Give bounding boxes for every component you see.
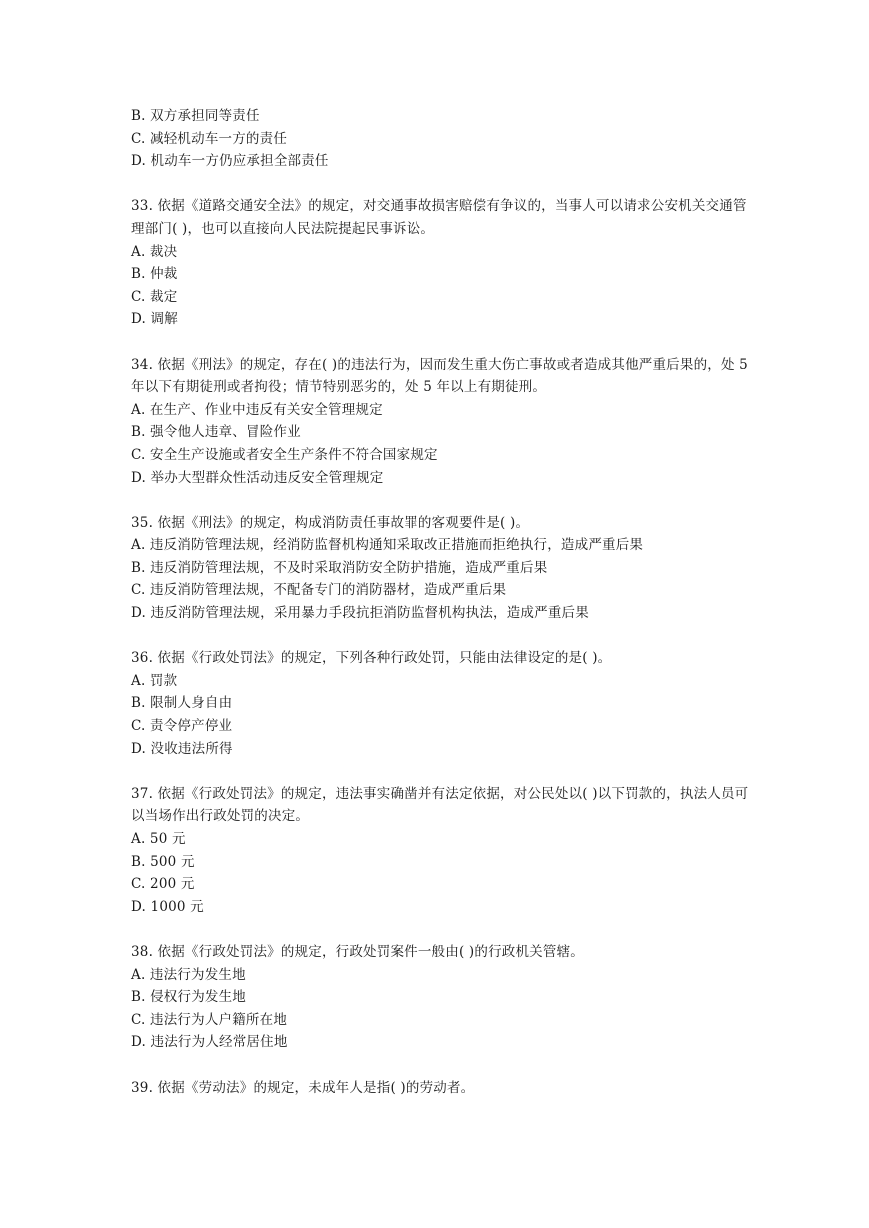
option-text: C. 安全生产设施或者安全生产条件不符合国家规定 xyxy=(131,446,438,463)
option-text: C. 违法行为人户籍所在地 xyxy=(131,1011,288,1028)
option-text: A. 违法行为发生地 xyxy=(131,966,246,983)
option-text: C. 违反消防管理法规，不配备专门的消防器材，造成严重后果 xyxy=(131,582,507,599)
option-text: B. 违反消防管理法规，不及时采取消防安全防护措施，造成严重后果 xyxy=(131,559,548,576)
option-text: D. 调解 xyxy=(131,311,178,328)
question-stem: 35. 依据《刑法》的规定，构成消防责任事故罪的客观要件是( )。 xyxy=(131,514,530,531)
question-35 xyxy=(131,512,771,625)
question-37 xyxy=(131,783,771,919)
option-text: B. 双方承担同等责任 xyxy=(131,108,260,124)
question-38 xyxy=(131,941,771,1054)
question-stem: 36. 依据《行政处罚法》的规定，下列各种行政处罚，只能由法律设定的是( )。 xyxy=(131,650,612,667)
option-text: D. 违法行为人经常居住地 xyxy=(131,1034,288,1051)
question-stem: 38. 依据《行政处罚法》的规定，行政处罚案件一般由( )的行政机关管辖。 xyxy=(131,943,584,960)
option-text: C. 裁定 xyxy=(131,288,178,305)
option-text: A. 50 元 xyxy=(131,831,186,847)
option-text: D. 违反消防管理法规，采用暴力手段抗拒消防监督机构执法，造成严重后果 xyxy=(131,605,589,622)
option-text: B. 500 元 xyxy=(131,853,195,870)
option-text: D. 1000 元 xyxy=(131,898,204,915)
option-text: C. 减轻机动车一方的责任 xyxy=(131,130,288,147)
option-text: D. 机动车一方仍应承担全部责任 xyxy=(131,153,329,170)
question-stem: 37. 依据《行政处罚法》的规定，违法事实确凿并有法定依据，对公民处以( )以下罚款的，执法人员可以当场作出行政处罚的决定。 xyxy=(131,785,749,825)
option-text: B. 仲裁 xyxy=(131,266,178,283)
option-text: B. 限制人身自由 xyxy=(131,695,233,712)
option-text: C. 责令停产停业 xyxy=(131,718,233,735)
option-text: B. 强令他人违章、冒险作业 xyxy=(131,424,301,441)
option-text: C. 200 元 xyxy=(131,876,195,893)
question-stem: 33. 依据《道路交通安全法》的规定，对交通事故损害赔偿有争议的，当事人可以请求公安机关交通管理部门( )，也可以直接向人民法院提起民事诉讼。 xyxy=(131,198,747,237)
question-36 xyxy=(131,647,771,760)
option-text: D. 举办大型群众性活动违反安全管理规定 xyxy=(131,469,384,486)
question-33 xyxy=(131,195,771,331)
option-text: A. 在生产、作业中违反有关安全管理规定 xyxy=(131,401,383,418)
question-34 xyxy=(131,354,771,490)
option-text: D. 没收违法所得 xyxy=(131,740,233,757)
question-list xyxy=(131,105,771,1099)
option-text: A. 裁决 xyxy=(131,243,178,260)
question-stem: 34. 依据《刑法》的规定，存在( )的违法行为，因而发生重大伤亡事故或者造成其他严重后果的，处 5 年以下有期徒刑或者拘役；情节特别恶劣的，处 5 年以上有期徒刑。 xyxy=(131,356,748,396)
question-stem: 39. 依据《劳动法》的规定，未成年人是指( )的劳动者。 xyxy=(131,1079,475,1096)
carryover-options xyxy=(131,105,771,173)
option-text: B. 侵权行为发生地 xyxy=(131,989,247,1006)
question-39 xyxy=(131,1077,771,1100)
option-text: A. 违反消防管理法规，经消防监督机构通知采取改正措施而拒绝执行，造成严重后果 xyxy=(131,537,644,554)
option-text: A. 罚款 xyxy=(131,672,178,689)
